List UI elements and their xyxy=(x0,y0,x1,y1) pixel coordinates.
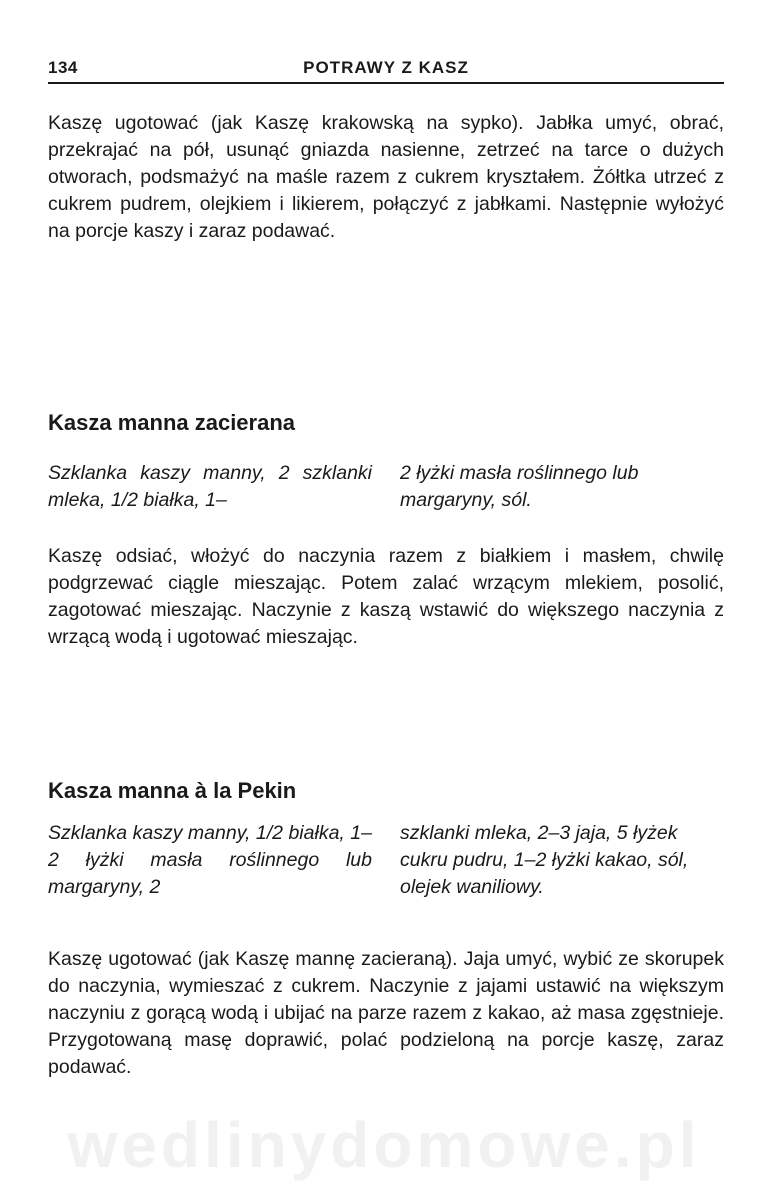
instructions-kasza-manna-zacierana: Kaszę odsiać, włożyć do naczynia razem z białkiem i masłem, chwilę podgrzewać ciągle mieszając. Potem zalać wrzącym mlekiem, posolić, zagotować mieszając. Naczynie z kaszą wstawić do większego naczynia z wrzącą wodą i ugotować mieszając. xyxy=(48,545,724,648)
recipe-title-kasza-manna-zacierana: Kasza manna zacierana xyxy=(48,410,296,435)
page-header xyxy=(48,56,724,84)
recipe-title-kasza-manna-a-la-pekin: Kasza manna à la Pekin xyxy=(48,778,297,803)
ingredients-column-right: szklanki mleka, 2–3 jaja, 5 łyżek cukru pudru, 1–2 łyżki kakao, sól, olejek waniliowy. xyxy=(400,822,689,898)
instructions-kasza-manna-a-la-pekin: Kaszę ugotować (jak Kaszę mannę zacieraną). Jaja umyć, wybić ze skorupek do naczynia, wymieszać z cukrem. Naczynie z jajami ustawić na większym naczyniu z gorącą wodą i ubijać na parze razem z kakao, aż masa zgęstnieje. Przygotowaną masę doprawić, polać podzieloną na porcje kaszę, zaraz podawać. xyxy=(48,948,724,1078)
page-number: 134 xyxy=(48,58,78,77)
watermark: wedlinydomowe.pl xyxy=(67,1109,701,1181)
ingredients-kasza-manna-a-la-pekin xyxy=(48,820,724,901)
ingredients-column-right: 2 łyżki masła roślinnego lub margaryny, sól. xyxy=(400,462,639,511)
intro-paragraph: Kaszę ugotować (jak Kaszę krakowską na sypko). Jabłka umyć, obrać, przekrajać na pół, usunąć gniazda nasienne, zetrzeć na tarce o dużych otworach, podsmażyć na maśle razem z cukrem kryształem. Żółtka utrzeć z cukrem pudrem, olejkiem i likierem, połączyć z jabłkami. Następnie wyłożyć na porcje kaszy i zaraz podawać. xyxy=(48,112,724,242)
ingredients-kasza-manna-zacierana xyxy=(48,460,724,514)
ingredients-column-left: Szklanka kaszy manny, 2 szklanki mleka, 1/2 białka, 1– xyxy=(48,462,372,511)
running-title: POTRAWY Z KASZ xyxy=(303,58,469,77)
ingredients-column-left: Szklanka kaszy manny, 1/2 białka, 1–2 łyżki masła roślinnego lub margaryny, 2 xyxy=(48,822,372,898)
